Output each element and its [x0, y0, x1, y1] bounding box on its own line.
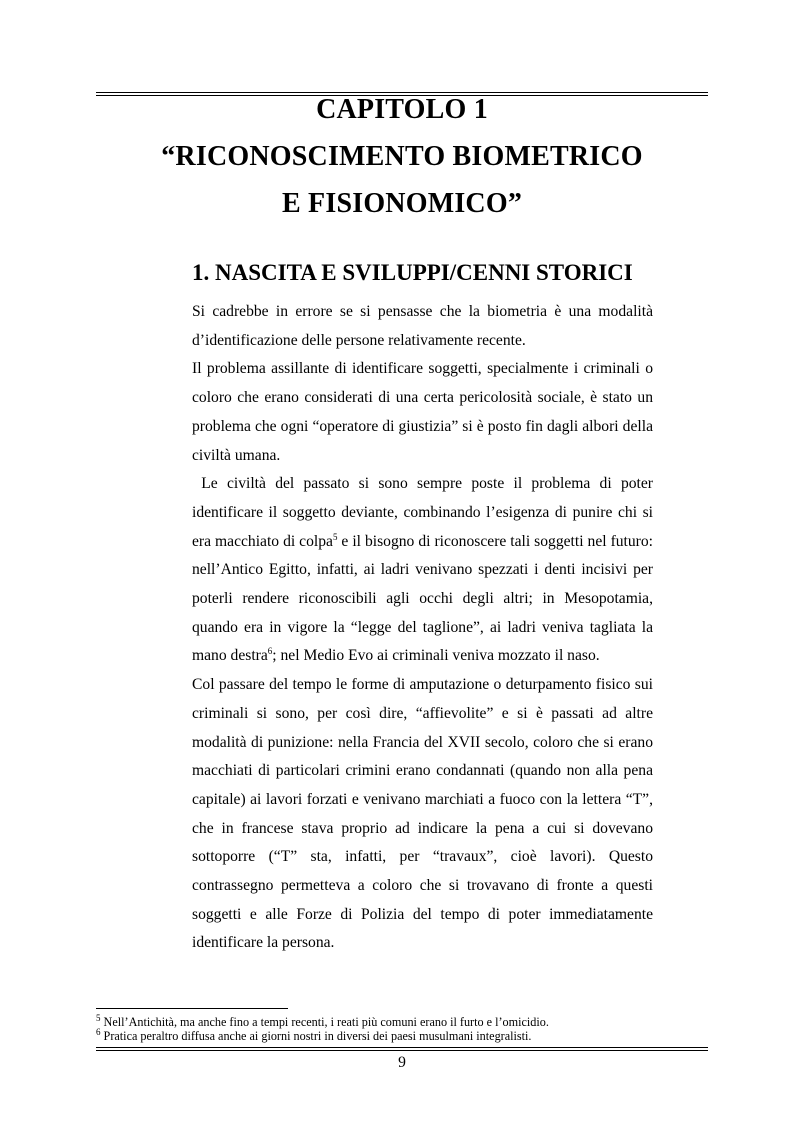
- paragraph-3-part-c: ; nel Medio Evo ai criminali veniva mozzato il naso.: [272, 647, 600, 665]
- paragraph-3-part-b: e il bisogno di riconoscere tali soggetti nel futuro: nell’Antico Egitto, infatti, ai ladri venivano spezzati i denti incisivi per poterli rendere riconoscibili agli occhi degli altri; in Mesopotamia, quando era in vigore la “legge del taglione”, ai ladri veniva tagliata la mano destra: [192, 532, 654, 665]
- header-rule: [96, 92, 708, 93]
- footnote-6: [96, 1026, 708, 1043]
- paragraph-3-part-a: Le civiltà del passato si sono sempre poste il problema di poter identificare il soggetto deviante, combinando l’esigenza di punire chi si era macchiato di colpa: [192, 475, 653, 550]
- footer-rule-thin: [96, 1047, 708, 1048]
- paragraph-1: Si cadrebbe in errore se si pensasse che la biometria è una modalità d’identificazione delle persone relativamente recente.: [192, 303, 653, 349]
- paragraph-2: Il problema assillante di identificare soggetti, specialmente i criminali o coloro che erano considerati di una certa pericolosità sociale, è stato un problema che ogni “operatore di giustizia” si è posto fin dagli albori della civiltà umana.: [192, 360, 653, 464]
- footnote-number: 6: [96, 1026, 101, 1037]
- paragraph-3: [192, 470, 653, 671]
- chapter-title-line2: E FISIONOMICO”: [281, 188, 523, 219]
- paragraph-4: Col passare del tempo le forme di amputazione o deturpamento fisico sui criminali si sono, per così dire, “affievolite” e si è passati ad altre modalità di punizione: nella Francia del XVII secolo, coloro che si erano macchiati di particolari crimini erano condannati (quando non alla pena capitale) ai lavori forzati e venivano marchiati a fuoco con la lettera “T”, che in francese stava proprio ad indicare la pena a cui si dovevano sottoporre (“T” sta, infatti, per “travaux”, cioè lavori). Questo contrassegno permetteva a coloro che si trovavano di fronte a questi soggetti e alle Forze di Polizia del tempo di poter immediatamente identificare la persona.: [192, 676, 653, 952]
- footer-rule: [96, 1050, 708, 1051]
- footnote-ref-6[interactable]: 6: [267, 646, 273, 657]
- footnote-text: Nell’Antichità, ma anche fino a tempi recenti, i reati più comuni erano il furto e l’omicidio.: [100, 1015, 549, 1029]
- footnote-text: Pratica peraltro diffusa anche ai giorni nostri in diversi dei paesi musulmani integralisti.: [100, 1029, 532, 1043]
- chapter-number: CAPITOLO 1: [316, 94, 488, 125]
- footnote-5: [96, 1012, 708, 1029]
- chapter-title-line1: “RICONOSCIMENTO BIOMETRICO: [161, 141, 643, 172]
- footnotes: [96, 1012, 708, 1043]
- body-text: [192, 298, 653, 958]
- section-title: 1. NASCITA E SVILUPPI/CENNI STORICI: [192, 260, 633, 285]
- footnote-separator: [96, 1008, 288, 1009]
- footnote-number: 5: [96, 1012, 101, 1023]
- page-number: 9: [398, 1054, 406, 1071]
- footnote-ref-5[interactable]: 5: [332, 531, 338, 542]
